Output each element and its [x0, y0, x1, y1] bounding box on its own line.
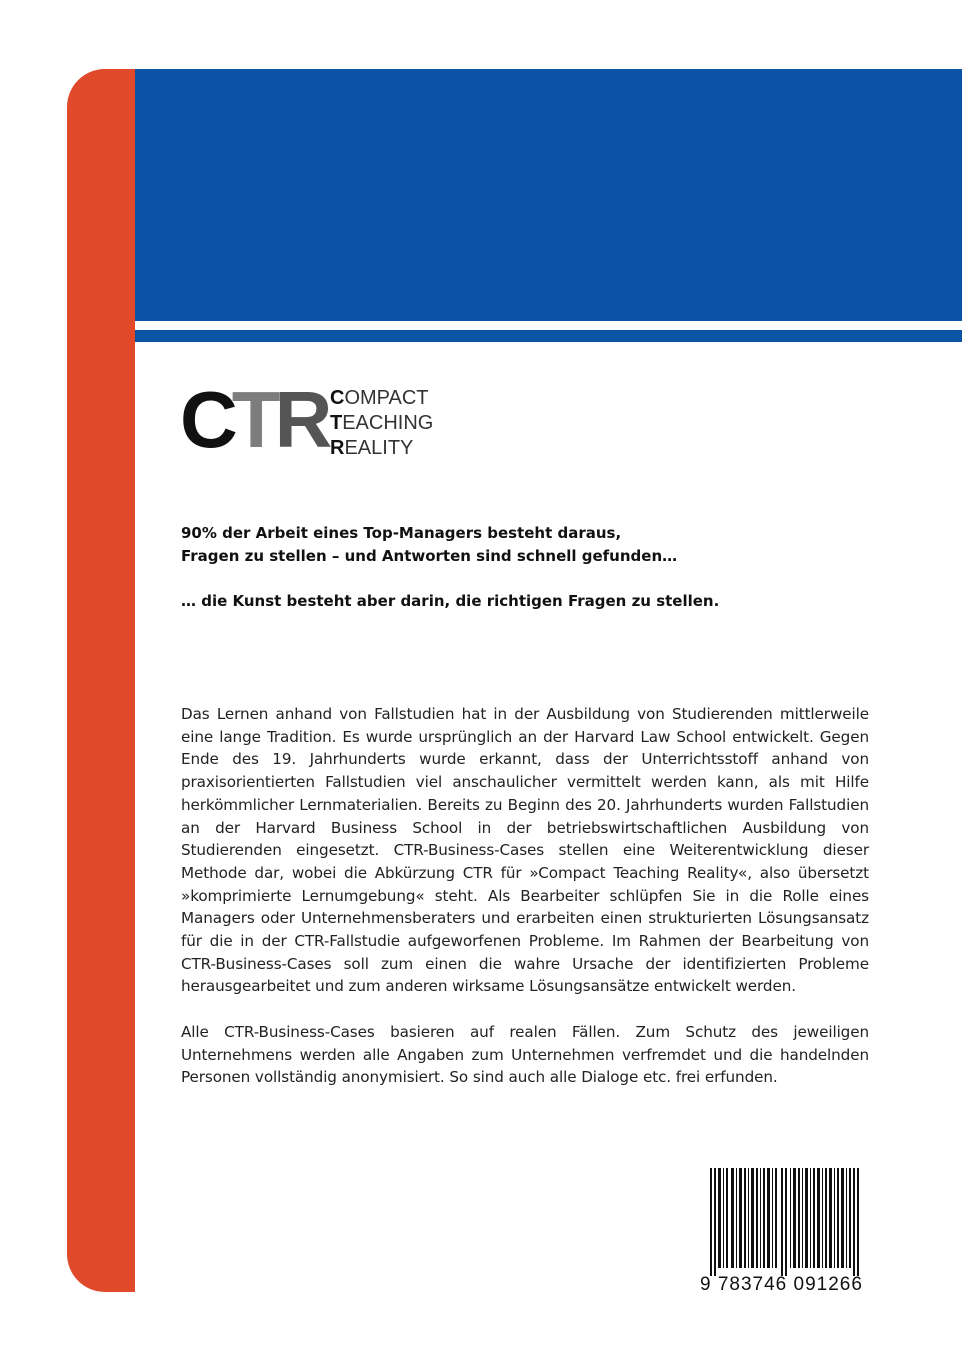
tagline-line-3: … die Kunst besteht aber darin, die richtigen Fragen zu stellen.: [181, 592, 720, 610]
blue-divider-line: [135, 330, 962, 342]
tagline: [181, 522, 881, 613]
logo-word-compact: COMPACT: [330, 387, 429, 409]
isbn-barcode: [700, 1168, 868, 1296]
description: [181, 703, 869, 1112]
tagline-line-2: Fragen zu stellen – und Antworten sind schnell gefunden…: [181, 547, 678, 565]
logo-word-reality: REALITY: [330, 437, 414, 459]
orange-side-band: [67, 69, 135, 1292]
logo-letter-t: T: [231, 375, 275, 464]
ctr-logo-mark: [180, 375, 327, 464]
logo-wordmark: [330, 386, 433, 461]
blue-header-block: [135, 69, 962, 321]
barcode-bars: [700, 1168, 868, 1276]
description-paragraph-1: Das Lernen anhand von Fallstudien hat in der Ausbildung von Studierenden mittlerweile eine lange Tradition. Es wurde ursprünglich an der Harvard Law School entwickelt. Gegen Ende des 19. Jahrhunderts wurde erkannt, dass der Unterrichtsstoff anhand von praxisorientierten Fallstudien viel anschaulicher vermittelt werden kann, als mit Hilfe herkömmlicher Lernmaterialien. Bereits zu Beginn des 20. Jahrhunderts wurden Fallstudien an der Harvard Business School in der betriebswirtschaftlichen Ausbildung von Studierenden eingesetzt. CTR-Business-Cases stellen eine Weiterentwicklung dieser Methode dar, wobei die Abkürzung CTR für »Compact Teaching Reality«, also übersetzt »komprimierte Lernumgebung« steht. Als Bearbeiter schlüpfen Sie in die Rolle eines Managers oder Unternehmensberaters und erarbeiten einen strukturierten Lösungsansatz für die in der CTR-Fallstudie aufgeworfenen Probleme. Im Rahmen der Bearbeitung von CTR-Business-Cases soll zum einen die wahre Ursache der identifizierten Probleme herausgearbeitet und zum anderen wirksame Lösungsansätze entwickelt werden.: [181, 705, 869, 996]
logo-letter-c: C: [180, 375, 232, 464]
isbn-digits: 9 783746 091266: [700, 1274, 863, 1295]
tagline-line-1: 90% der Arbeit eines Top-Managers besteht daraus,: [181, 524, 622, 542]
ctr-logo: [180, 375, 480, 466]
logo-word-teaching: TEACHING: [330, 412, 434, 434]
description-paragraph-2: Alle CTR-Business-Cases basieren auf realen Fällen. Zum Schutz des jeweiligen Unternehmens werden alle Angaben zum Unternehmen verfremdet und die handelnden Personen vollständig anonymisiert. So sind auch alle Dialoge etc. frei erfunden.: [181, 1022, 869, 1087]
logo-letter-r: R: [274, 375, 327, 464]
